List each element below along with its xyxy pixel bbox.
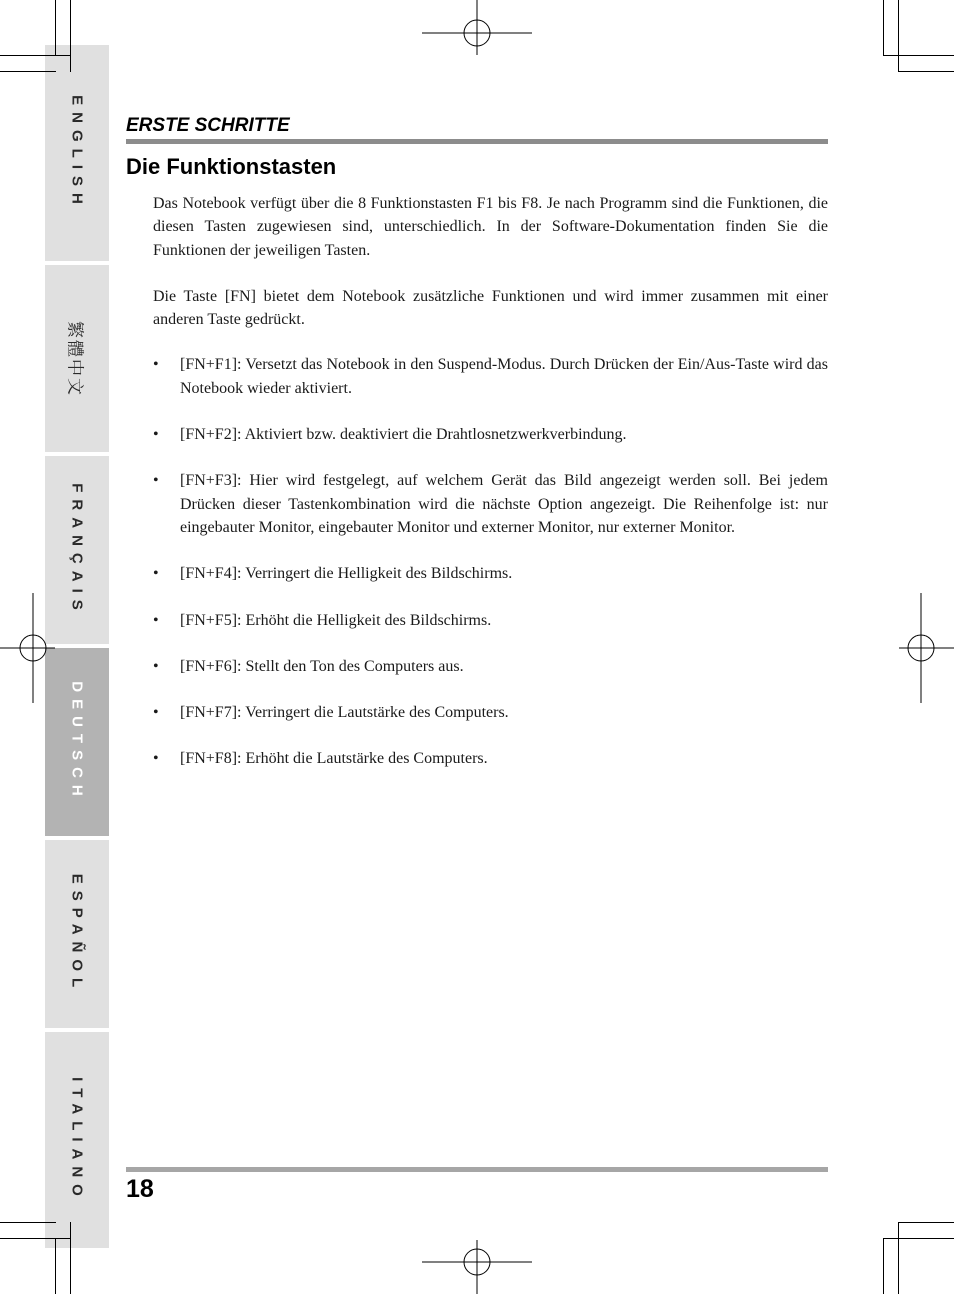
lang-tab-label: ESPAÑOL — [68, 873, 86, 995]
list-item-text: [FN+F6]: Stellt den Ton des Computers aus. — [180, 657, 464, 675]
bullet-icon: • — [153, 472, 159, 490]
list-item-fn-f6 — [153, 655, 828, 678]
list-item-fn-f3 — [153, 469, 828, 539]
list-item-text: [FN+F5]: Erhöht die Helligkeit des Bildschirms. — [180, 611, 492, 629]
lang-tab-label: FRANÇAIS — [68, 483, 86, 617]
lang-tab-english[interactable] — [45, 45, 109, 261]
lang-tab-italiano[interactable] — [45, 1032, 109, 1248]
lang-tab-espanol[interactable] — [45, 840, 109, 1028]
header-rule — [126, 139, 828, 144]
bullet-icon: • — [153, 565, 159, 583]
list-item-text: [FN+F1]: Versetzt das Notebook in den Suspend-Modus. Durch Drücken der Ein/Aus-Taste wird das Notebook wieder aktiviert. — [180, 356, 828, 397]
function-key-list — [153, 353, 828, 770]
lang-tab-deutsch[interactable] — [45, 648, 109, 836]
lang-tab-label: 繁體中文 — [65, 320, 85, 397]
lang-tab-traditional-chinese[interactable] — [45, 265, 109, 452]
list-item-text: [FN+F4]: Verringert die Helligkeit des Bildschirms. — [180, 565, 513, 583]
lang-tab-label: ENGLISH — [68, 95, 86, 211]
page-heading: Die Funktionstasten — [126, 154, 337, 179]
list-item-fn-f5 — [153, 609, 828, 632]
lang-tab-label: DEUTSCH — [68, 681, 86, 803]
bullet-icon: • — [153, 750, 159, 768]
list-item-fn-f7 — [153, 701, 828, 724]
list-item-fn-f1 — [153, 353, 828, 400]
main-content — [153, 192, 828, 771]
bullet-icon: • — [153, 356, 159, 374]
section-label: ERSTE SCHRITTE — [126, 115, 290, 136]
list-item-text: [FN+F2]: Aktiviert bzw. deaktiviert die Drahtlosnetzwerkverbindung. — [180, 426, 627, 444]
bullet-icon: • — [153, 426, 159, 444]
footer-rule — [126, 1167, 828, 1172]
fn-key-paragraph: Die Taste [FN] bietet dem Notebook zusätzliche Funktionen und wird immer zusammen mit einer anderen Taste gedrückt. — [153, 287, 828, 329]
bullet-icon: • — [153, 704, 159, 722]
bullet-icon: • — [153, 611, 159, 629]
list-item-text: [FN+F3]: Hier wird festgelegt, auf welchem Gerät das Bild angezeigt werden soll. Bei jedem Drücken dieser Tastenkombination wird die nächste Option angezeigt. Die Reihenfolge ist: nur eingebauter Monitor, eingebauter Monitor und externer Monitor, nur externer Monitor. — [180, 472, 828, 536]
list-item-text: [FN+F7]: Verringert die Lautstärke des Computers. — [180, 704, 509, 722]
intro-paragraph: Das Notebook verfügt über die 8 Funktionstasten F1 bis F8. Je nach Programm sind die Funktionen, die diesen Tasten zugewiesen sind, unterschiedlich. In der Software-Dokumentation finden Sie die Funktionen der jeweiligen Tasten. — [153, 195, 828, 259]
list-item-fn-f2 — [153, 423, 828, 446]
list-item-text: [FN+F8]: Erhöht die Lautstärke des Computers. — [180, 750, 488, 768]
page-number: 18 — [126, 1175, 154, 1203]
lang-tab-label: ITALIANO — [68, 1077, 86, 1203]
list-item-fn-f8 — [153, 747, 828, 770]
bullet-icon: • — [153, 657, 159, 675]
list-item-fn-f4 — [153, 562, 828, 585]
lang-tab-francais[interactable] — [45, 456, 109, 644]
